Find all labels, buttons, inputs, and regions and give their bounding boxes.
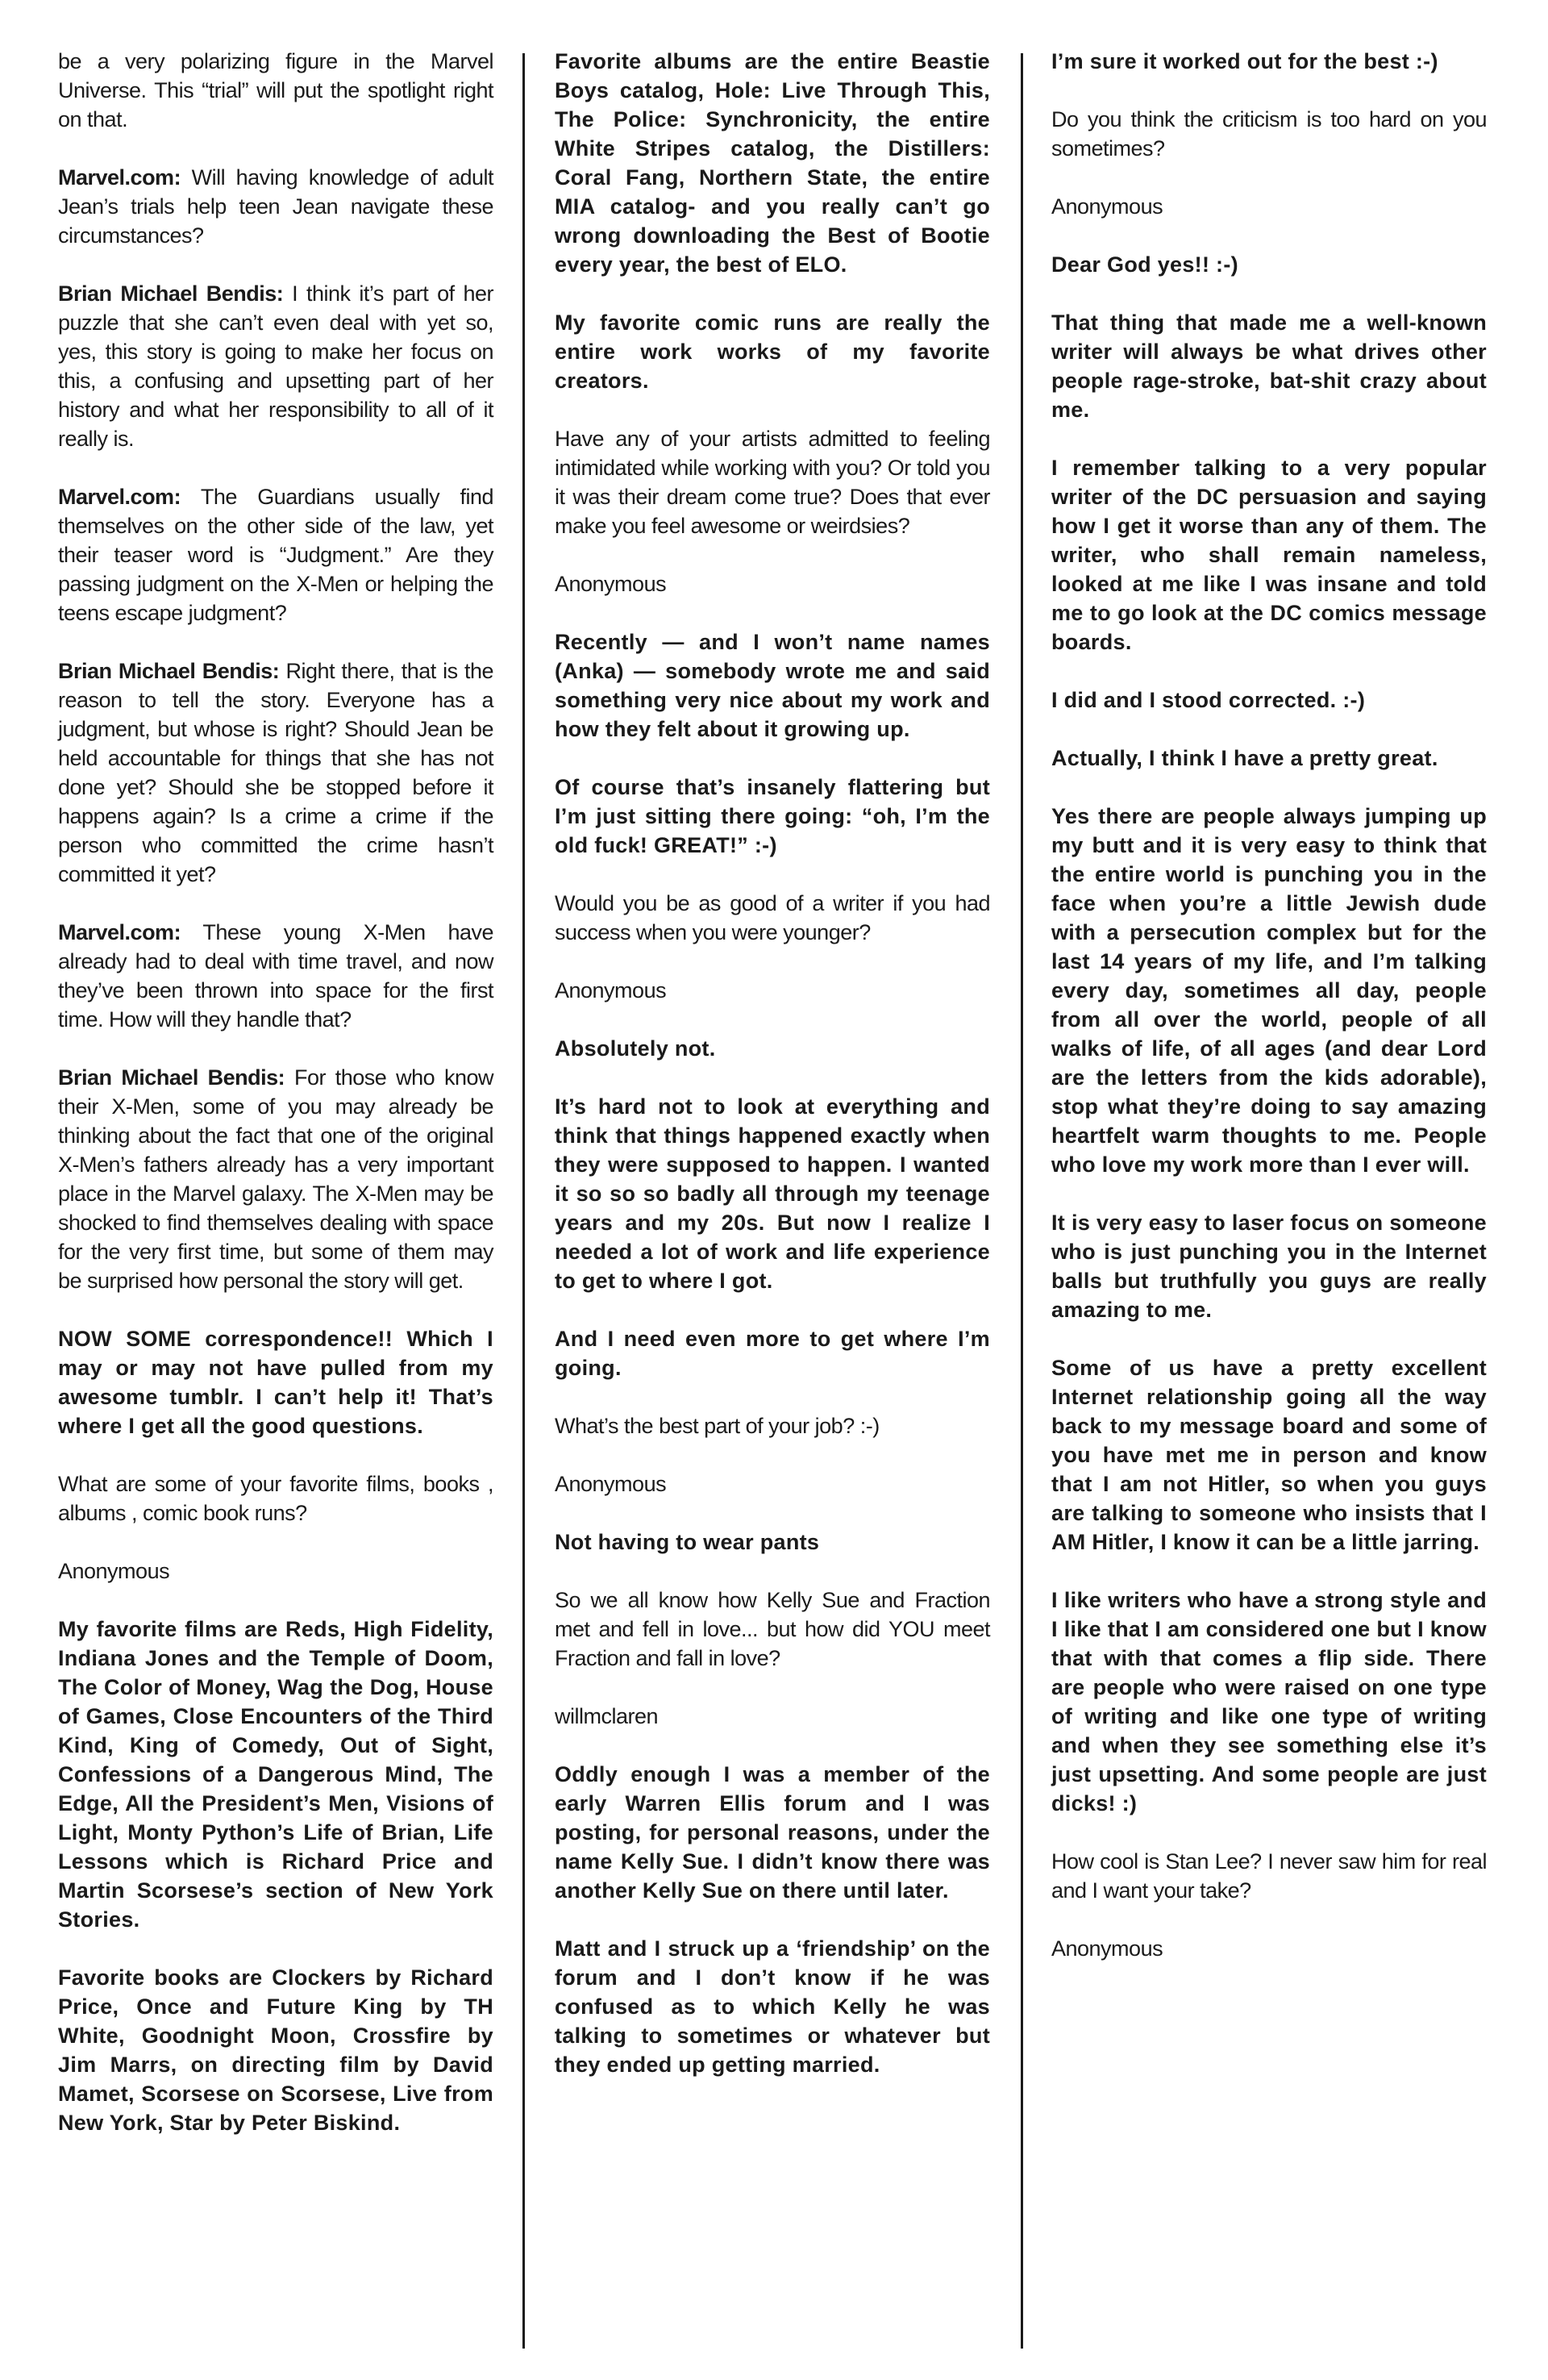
interview-paragraph (58, 1063, 493, 1295)
speaker-label: Marvel.com: (58, 485, 181, 509)
question-paragraph: Anonymous (555, 572, 667, 596)
paragraph-text: I think it’s part of her puzzle that she can’t even deal with yet so, yes, this story is going to make her focus on this, a confusing and upsetting part of her history and what her responsibility to all of it really is. (58, 281, 493, 451)
speaker-label: Brian Michael Bendis: (58, 281, 284, 306)
column-divider-right (1021, 53, 1023, 2349)
interview-paragraph (58, 163, 493, 250)
answer-paragraph: Yes there are people always jumping up my butt and it is very easy to think that the entire world is punching you in the face when you’re a little Jewish dude with a persecution complex but for the last 14 years of my life, and I’m talking every day, sometimes all day, people from all over the world, people of all walks of life, of all ages (and dear Lord are the letters from the kids adorable), stop what they’re doing to say amazing heartfelt warm thoughts to me. People who love my work more than I ever will. (1051, 804, 1487, 1177)
paragraph-text: These young X-Men have already had to deal with time travel, and now they’ve been thrown into space for the first time. How will they handle that? (58, 920, 493, 1032)
question-paragraph: Anonymous (1051, 194, 1163, 219)
answer-paragraph: Oddly enough I was a member of the early Warren Ellis forum and I was posting, for personal reasons, under the name Kelly Sue. I didn’t know there was another Kelly Sue on there until later. (555, 1762, 990, 1903)
question-paragraph: Would you be as good of a writer if you had success when you were younger? (555, 891, 990, 944)
paragraph-text: For those who know their X-Men, some of you may already be thinking about the fact that one of the original X-Men’s fathers already has a very important place in the Marvel galaxy. The X-Men may be shocked to find themselves dealing with space for the very first time, but some of them may be surprised how personal the story will get. (58, 1065, 493, 1293)
speaker-label: Marvel.com: (58, 920, 181, 944)
interview-paragraph (58, 279, 493, 453)
question-paragraph: Do you think the criticism is too hard on you sometimes? (1051, 107, 1487, 160)
paragraph-text: Will having knowledge of adult Jean’s trials help teen Jean navigate these circumstances? (58, 165, 493, 248)
answer-paragraph: I like writers who have a strong style and I like that I am considered one but I know that with that comes a flip side. There are people who were raised on one type of writing and like one type of writing and when they see something else it’s just upsetting. And some people are just dicks! :) (1051, 1588, 1487, 1815)
answer-paragraph: Absolutely not. (555, 1036, 716, 1061)
speaker-label: Brian Michael Bendis: (58, 1065, 285, 1090)
question-paragraph: Anonymous (555, 978, 667, 1002)
interview-paragraph (58, 918, 493, 1034)
speaker-label: Brian Michael Bendis: (58, 659, 280, 683)
answer-paragraph: Not having to wear pants (555, 1530, 820, 1554)
answer-paragraph: Dear God yes!! :-) (1051, 252, 1238, 277)
question-paragraph: What’s the best part of your job? :-) (555, 1414, 880, 1438)
answer-paragraph: Of course that’s insanely flattering but I’m just sitting there going: “oh, I’m the old fuck! GREAT!” :-) (555, 775, 990, 857)
answer-paragraph: NOW SOME correspondence!! Which I may or may not have pulled from my awesome tumblr. I can’t help it! That’s where I get all the good questions. (58, 1327, 493, 1438)
answer-paragraph: And I need even more to get where I’m going. (555, 1327, 990, 1380)
paragraph-text: The Guardians usually find themselves on the other side of the law, yet their teaser word is “Judgment.” Are they passing judgment on the X-Men or helping the teens escape judgment? (58, 485, 493, 625)
text-column-right (1051, 47, 1487, 1992)
interview-paragraph (58, 482, 493, 627)
text-column-left (58, 47, 493, 2166)
answer-paragraph: I’m sure it worked out for the best :-) (1051, 49, 1438, 73)
answer-paragraph: That thing that made me a well-known writer will always be what drives other people rage-stroke, bat-shit crazy about me. (1051, 311, 1487, 422)
paragraph-text: Right there, that is the reason to tell the story. Everyone has a judgment, but whose is right? Should Jean be held accountable for things that she has not done yet? Should she be stopped before it happens again? Is a crime a crime if the person who committed the crime hasn’t committed it yet? (58, 659, 493, 886)
question-paragraph: Anonymous (58, 1559, 170, 1583)
question-paragraph: Anonymous (1051, 1936, 1163, 1961)
answer-paragraph: Favorite albums are the entire Beastie Boys catalog, Hole: Live Through This, The Police: Synchronicity, the entire White Stripes catalog, the Distillers: Coral Fang, Northern State, the entire MIA catalog- and you really can’t go wrong downloading the Best of Bootie every year, the best of ELO. (555, 49, 990, 277)
text-column-middle (555, 47, 990, 2108)
answer-paragraph: Recently — and I won’t name names (Anka) — somebody wrote me and said something very nice about my work and how they felt about it growing up. (555, 630, 990, 741)
answer-paragraph: Favorite books are Clockers by Richard Price, Once and Future King by TH White, Goodnight Moon, Crossfire by Jim Marrs, on directing film by David Mamet, Scorsese on Scorsese, Live from New York, Star by Peter Biskind. (58, 1965, 493, 2135)
question-paragraph: be a very polarizing figure in the Marvel Universe. This “trial” will put the spotlight right on that. (58, 49, 493, 131)
speaker-label: Marvel.com: (58, 165, 181, 190)
question-paragraph: So we all know how Kelly Sue and Fraction met and fell in love... but how did YOU meet Fraction and fall in love? (555, 1588, 990, 1670)
answer-paragraph: Some of us have a pretty excellent Internet relationship going all the way back to my message board and some of you have met me in person and know that I am not Hitler, so when you guys are talking to someone who insists that I AM Hitler, I know it can be a little jarring. (1051, 1356, 1487, 1554)
interview-paragraph (58, 656, 493, 889)
question-paragraph: How cool is Stan Lee? I never saw him for real and I want your take? (1051, 1849, 1487, 1903)
question-paragraph: Have any of your artists admitted to feeling intimidated while working with you? Or told you it was their dream come true? Does that ever make you feel awesome or weirdsies? (555, 427, 990, 538)
answer-paragraph: I remember talking to a very popular writer of the DC persuasion and saying how I get it worse than any of them. The writer, who shall remain nameless, looked at me like I was insane and told me to go look at the DC comics message boards. (1051, 456, 1487, 654)
column-divider-left (522, 53, 525, 2349)
answer-paragraph: Matt and I struck up a ‘friendship’ on the forum and I don’t know if he was confused as to which Kelly he was talking to sometimes or whatever but they ended up getting married. (555, 1936, 990, 2077)
answer-paragraph: My favorite films are Reds, High Fidelity, Indiana Jones and the Temple of Doom, The Color of Money, Wag the Dog, House of Games, Close Encounters of the Third Kind, King of Comedy, Out of Sight, Confessions of a Dangerous Mind, The Edge, All the President’s Men, Visions of Light, Monty Python’s Life of Brian, Life Lessons which is Richard Price and Martin Scorsese’s section of New York Stories. (58, 1617, 493, 1932)
answer-paragraph: My favorite comic runs are really the entire work works of my favorite creators. (555, 311, 990, 393)
answer-paragraph: It’s hard not to look at everything and think that things happened exactly when they were supposed to happen. I wanted it so so so badly all through my teenage years and my 20s. But now I realize I needed a lot of work and life experience to get to where I got. (555, 1094, 990, 1293)
question-paragraph: What are some of your favorite films, books , albums , comic book runs? (58, 1472, 493, 1525)
question-paragraph: Anonymous (555, 1472, 667, 1496)
answer-paragraph: Actually, I think I have a pretty great. (1051, 746, 1438, 770)
answer-paragraph: It is very easy to laser focus on someone who is just punching you in the Internet balls but truthfully you guys are really amazing to me. (1051, 1211, 1487, 1322)
question-paragraph: willmclaren (555, 1704, 659, 1728)
answer-paragraph: I did and I stood corrected. :-) (1051, 688, 1366, 712)
